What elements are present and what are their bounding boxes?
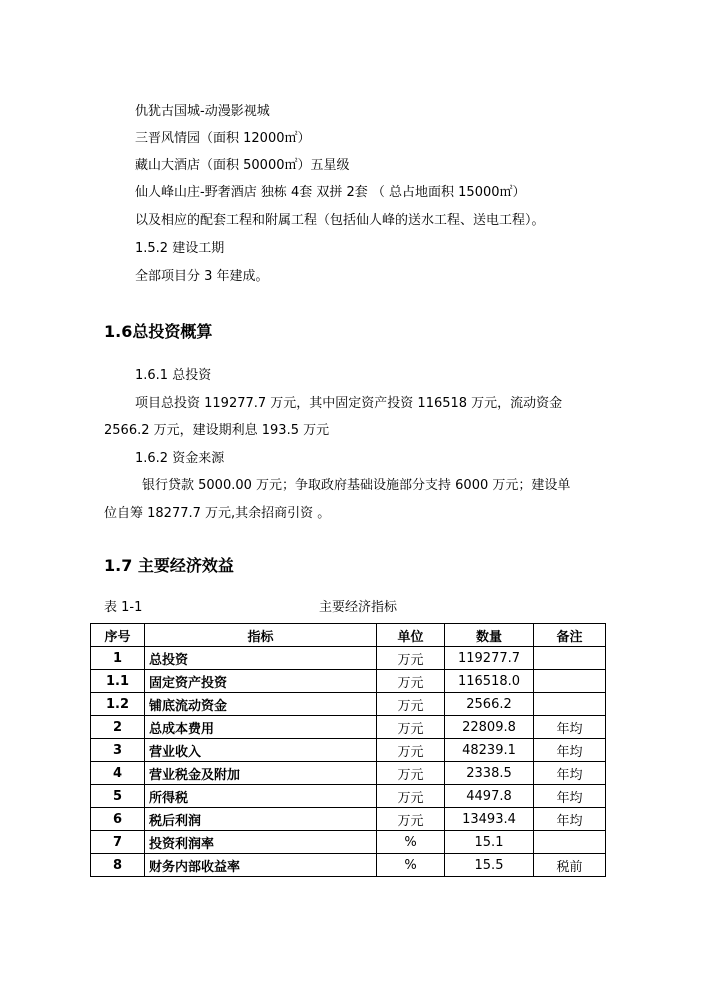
- cell-quantity: 4497.8: [445, 785, 534, 808]
- economic-indicators-table: [90, 623, 606, 877]
- cell-remark: 年均: [534, 739, 606, 762]
- cell-quantity: 13493.4: [445, 808, 534, 831]
- cell-index: 2: [91, 716, 145, 739]
- cell-index: 4: [91, 762, 145, 785]
- table-row: [91, 693, 606, 716]
- cell-remark: 年均: [534, 808, 606, 831]
- cell-remark: [534, 693, 606, 716]
- header-quantity: 数量: [445, 624, 534, 647]
- para-investment-2: 2566.2 万元，建设期利息 193.5 万元: [104, 423, 330, 438]
- cell-remark: 年均: [534, 716, 606, 739]
- cell-remark: 年均: [534, 785, 606, 808]
- cell-unit: 万元: [377, 808, 445, 831]
- table-row: [91, 762, 606, 785]
- cell-indicator: 总成本费用: [145, 716, 377, 739]
- cell-indicator: 固定资产投资: [145, 670, 377, 693]
- line-3: 藏山大酒店（面积 50000㎡）五星级: [135, 158, 350, 173]
- header-index: 序号: [91, 624, 145, 647]
- subheading-1-6-2: 1.6.2 资金来源: [135, 451, 225, 466]
- header-unit: 单位: [377, 624, 445, 647]
- cell-quantity: 2566.2: [445, 693, 534, 716]
- cell-remark: 年均: [534, 762, 606, 785]
- para-funding-1: 银行贷款 5000.00 万元；争取政府基础设施部分支持 6000 万元；建设单: [142, 478, 571, 493]
- cell-index: 8: [91, 854, 145, 877]
- cell-index: 3: [91, 739, 145, 762]
- cell-index: 7: [91, 831, 145, 854]
- table-row: [91, 854, 606, 877]
- cell-unit: 万元: [377, 739, 445, 762]
- cell-quantity: 15.5: [445, 854, 534, 877]
- cell-unit: 万元: [377, 785, 445, 808]
- table-row: [91, 670, 606, 693]
- para-funding-2: 位自筹 18277.7 万元,其余招商引资 。: [104, 506, 331, 521]
- cell-unit: 万元: [377, 762, 445, 785]
- cell-quantity: 48239.1: [445, 739, 534, 762]
- cell-quantity: 22809.8: [445, 716, 534, 739]
- cell-unit: %: [377, 854, 445, 877]
- cell-indicator: 投资利润率: [145, 831, 377, 854]
- cell-remark: [534, 670, 606, 693]
- header-indicator: 指标: [145, 624, 377, 647]
- table-caption: 主要经济指标: [319, 600, 398, 615]
- cell-indicator: 所得税: [145, 785, 377, 808]
- line-5: 以及相应的配套工程和附属工程（包括仙人峰的送水工程、送电工程）。: [135, 213, 545, 228]
- cell-quantity: 2338.5: [445, 762, 534, 785]
- para-investment-1: 项目总投资 119277.7 万元，其中固定资产投资 116518 万元，流动资金: [135, 396, 563, 411]
- line-2: 三晋风情园（面积 12000㎡）: [135, 131, 311, 146]
- table-row: [91, 739, 606, 762]
- table-row: [91, 716, 606, 739]
- cell-indicator: 税后利润: [145, 808, 377, 831]
- subheading-1-5-2: 1.5.2 建设工期: [135, 241, 225, 256]
- cell-unit: 万元: [377, 647, 445, 670]
- line-1: 仇犹古国城-动漫影视城: [135, 104, 270, 119]
- cell-index: 5: [91, 785, 145, 808]
- subheading-1-6-1: 1.6.1 总投资: [135, 368, 212, 383]
- heading-1-6: 1.6总投资概算: [104, 322, 213, 341]
- cell-quantity: 119277.7: [445, 647, 534, 670]
- cell-index: 1: [91, 647, 145, 670]
- table-label: 表 1-1: [104, 600, 143, 615]
- cell-indicator: 总投资: [145, 647, 377, 670]
- table-row: [91, 785, 606, 808]
- cell-indicator: 营业收入: [145, 739, 377, 762]
- cell-index: 1.2: [91, 693, 145, 716]
- table-row: [91, 808, 606, 831]
- cell-quantity: 116518.0: [445, 670, 534, 693]
- cell-unit: 万元: [377, 670, 445, 693]
- heading-1-7: 1.7 主要经济效益: [104, 556, 234, 575]
- table-row: [91, 831, 606, 854]
- cell-unit: 万元: [377, 716, 445, 739]
- cell-index: 6: [91, 808, 145, 831]
- table-header-row: [91, 624, 606, 647]
- header-remark: 备注: [534, 624, 606, 647]
- cell-remark: [534, 831, 606, 854]
- line-4: 仙人峰山庄-野奢酒店 独栋 4套 双拼 2套 （ 总占地面积 15000㎡）: [135, 185, 526, 200]
- table-row: [91, 647, 606, 670]
- cell-unit: 万元: [377, 693, 445, 716]
- line-7: 全部项目分 3 年建成。: [135, 269, 269, 284]
- cell-unit: %: [377, 831, 445, 854]
- cell-remark: [534, 647, 606, 670]
- cell-indicator: 财务内部收益率: [145, 854, 377, 877]
- cell-remark: 税前: [534, 854, 606, 877]
- cell-indicator: 营业税金及附加: [145, 762, 377, 785]
- cell-quantity: 15.1: [445, 831, 534, 854]
- cell-indicator: 铺底流动资金: [145, 693, 377, 716]
- cell-index: 1.1: [91, 670, 145, 693]
